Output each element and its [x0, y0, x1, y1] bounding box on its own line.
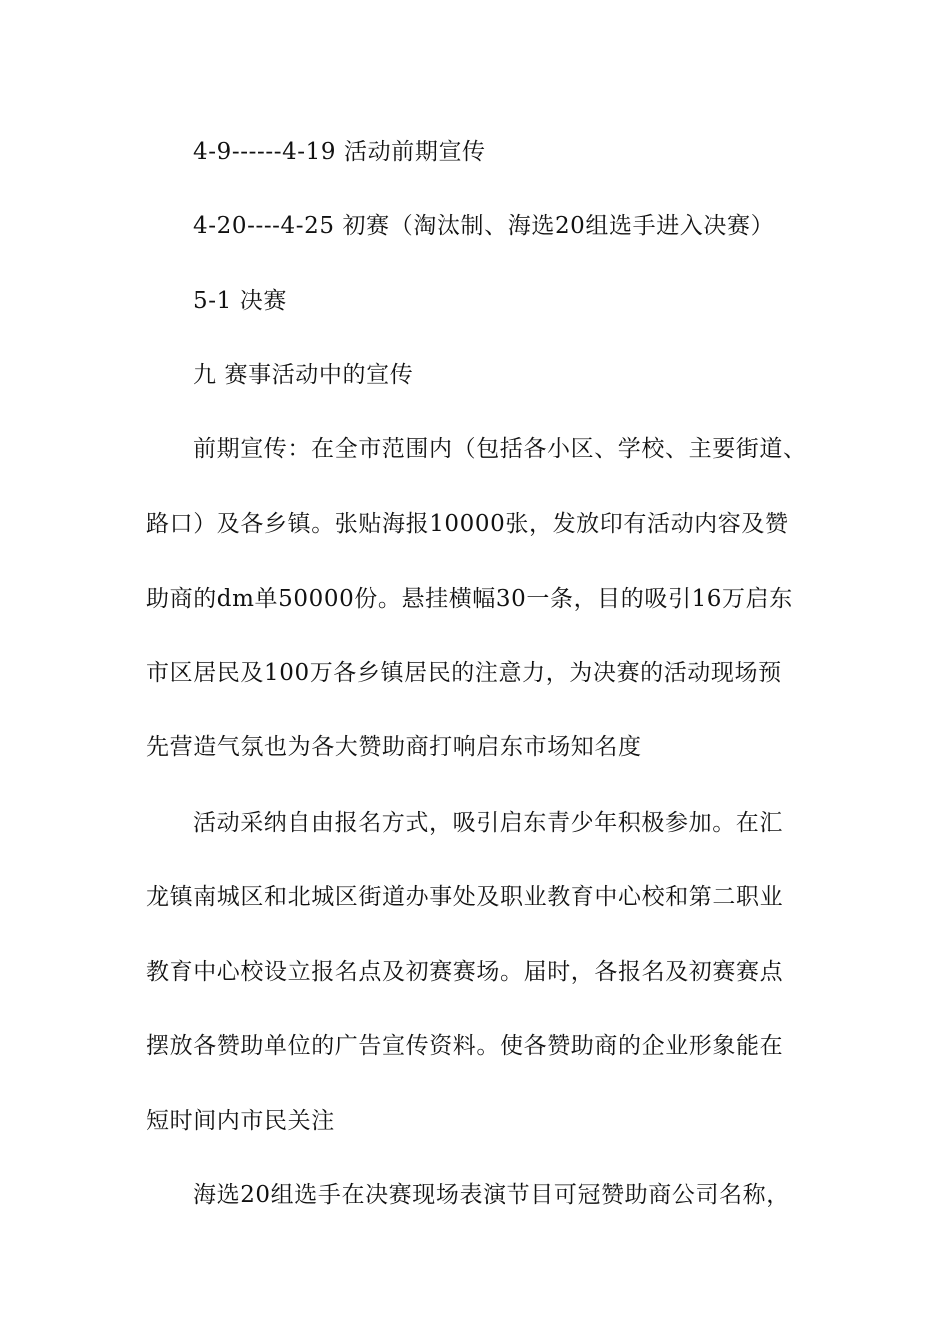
section-heading: 九 赛事活动中的宣传 — [193, 362, 414, 388]
paragraph-line: 活动采纳自由报名方式，吸引启东青少年积极参加。在汇 — [193, 810, 783, 836]
paragraph-line: 助商的dm单50000份。悬挂横幅30一条，目的吸引16万启东 — [146, 586, 793, 612]
paragraph-line: 摆放各赞助单位的广告宣传资料。使各赞助商的企业形象能在 — [146, 1033, 784, 1059]
paragraph-line: 路口）及各乡镇。张贴海报10000张，发放印有活动内容及赞 — [146, 511, 789, 537]
schedule-line-final: 5-1 决赛 — [193, 288, 287, 314]
paragraph-line: 前期宣传：在全市范围内（包括各小区、学校、主要街道、 — [193, 436, 807, 462]
schedule-line-preliminary: 4-20----4-25 初赛（淘汰制、海选20组选手进入决赛） — [193, 213, 775, 239]
paragraph-line: 海选20组选手在决赛现场表演节目可冠赞助商公司名称， — [193, 1182, 790, 1208]
paragraph-line: 教育中心校设立报名点及初赛赛场。届时，各报名及初赛赛点 — [146, 959, 784, 985]
paragraph-line: 市区居民及100万各乡镇居民的注意力，为决赛的活动现场预 — [146, 660, 782, 686]
paragraph-line: 先营造气氛也为各大赞助商打响启东市场知名度 — [146, 734, 642, 760]
paragraph-line: 龙镇南城区和北城区街道办事处及职业教育中心校和第二职业 — [146, 884, 784, 910]
paragraph-line: 短时间内市民关注 — [146, 1108, 335, 1134]
schedule-line-promotion: 4-9------4-19 活动前期宣传 — [193, 139, 486, 165]
